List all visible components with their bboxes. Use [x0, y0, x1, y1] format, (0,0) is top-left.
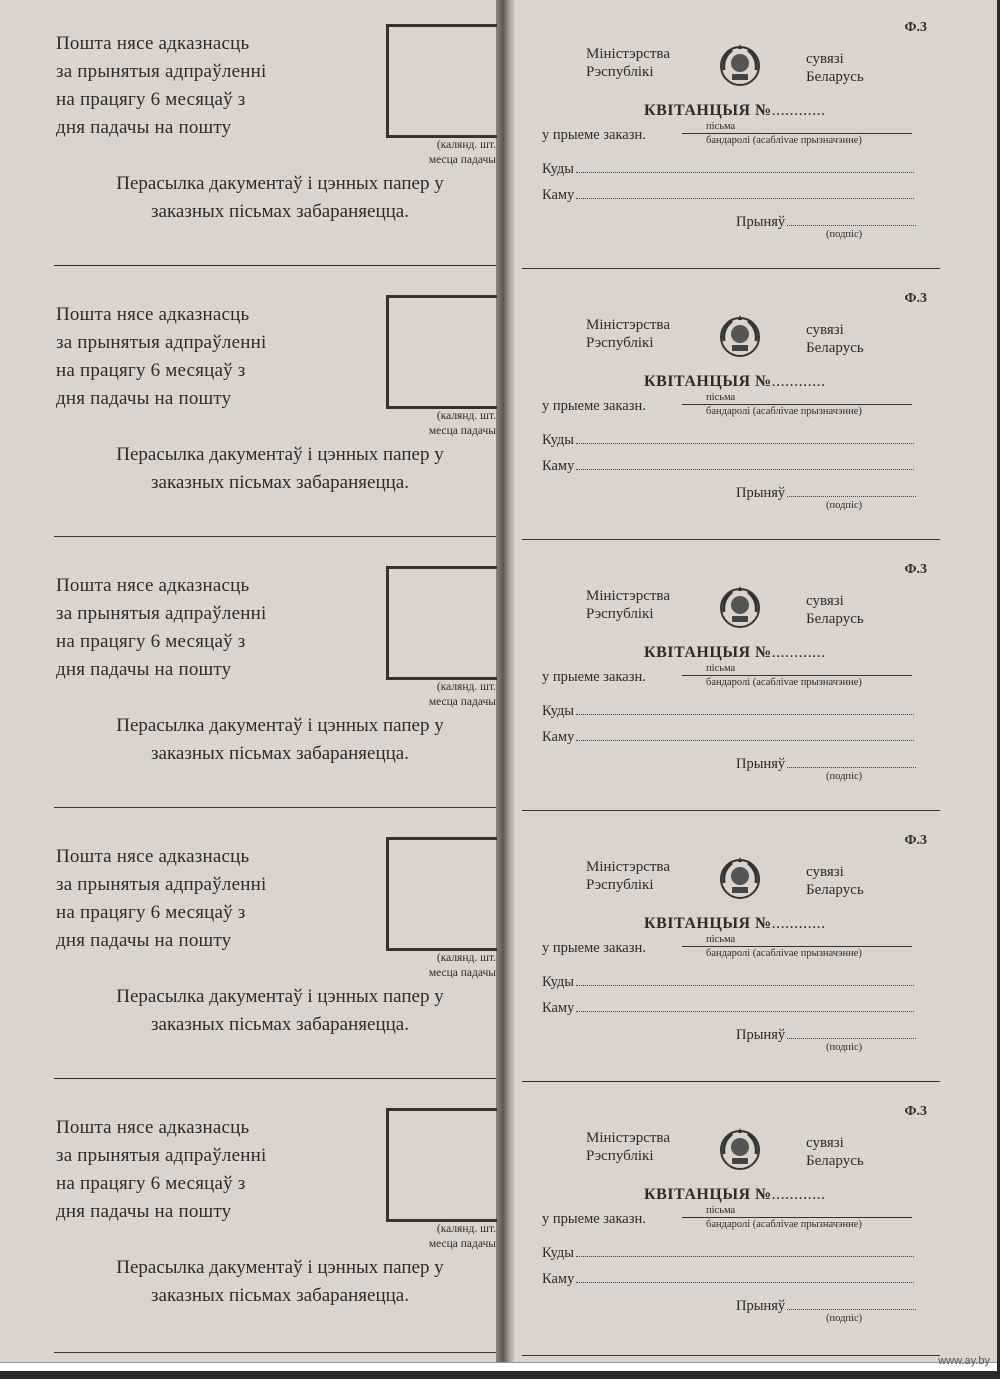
fraction-bottom: бандаролі (асабліvае прызначэнне): [706, 677, 862, 688]
ministry-line: сувязі: [806, 593, 844, 609]
accepted-label: у прыеме заказн.: [542, 398, 646, 414]
ministry-line: Рэспублікі: [586, 64, 654, 80]
ministry-line: Рэспублікі: [586, 877, 654, 893]
form-number: Ф.3: [904, 291, 927, 306]
form-number: Ф.3: [904, 562, 927, 577]
received-label: Прыняў: [736, 1027, 786, 1043]
warning-line: Перасылка дакументаў і цэнных папер у: [116, 715, 444, 736]
receipt-title-text: КВІТАНЦЫЯ №: [644, 373, 772, 390]
received-blank: [787, 1297, 916, 1310]
form-number: Ф.3: [904, 20, 927, 35]
accepted-label: у прыеме заказн.: [542, 1211, 646, 1227]
receipt-title-text: КВІТАНЦЫЯ №: [644, 1186, 772, 1203]
postmark-box: [386, 566, 497, 680]
receipt-form: [514, 542, 997, 813]
counterfoil-stub: [0, 542, 496, 813]
counterfoil-stub: [0, 1084, 496, 1355]
received-label: Прыняў: [736, 1298, 786, 1314]
row-divider: [54, 1078, 496, 1079]
signature-label: (подпіс): [826, 1042, 863, 1053]
ministry-line: Рэспублікі: [586, 335, 654, 351]
whom-label: Каму: [542, 1271, 575, 1287]
postmark-label-line: месца падачы: [428, 967, 496, 979]
item-type-fraction: [682, 391, 912, 418]
postmark-label: [402, 1222, 496, 1252]
ministry-left: [586, 587, 670, 623]
row-divider: [54, 807, 496, 808]
whom-blank: [576, 999, 914, 1012]
ministry-left: [586, 1129, 670, 1165]
ministry-line: Міністэрства: [586, 317, 670, 333]
postmark-label-line: (калянд. шт.: [436, 410, 496, 422]
responsibility-line: за прынятыя адпраўленні: [56, 874, 267, 895]
postmark-box: [386, 24, 497, 138]
postmark-label: [402, 138, 496, 168]
warning-text: [60, 170, 500, 226]
ministry-line: сувязі: [806, 51, 844, 67]
fraction-top: пісьма: [682, 1204, 912, 1218]
received-blank: [787, 755, 916, 768]
row-divider: [54, 536, 496, 537]
responsibility-text: [56, 30, 266, 142]
warning-line: заказных пісьмах забараняецца.: [151, 201, 409, 222]
item-type-fraction: [682, 120, 912, 147]
responsibility-line: Пошта нясе адказнасць: [56, 1117, 250, 1138]
postmark-label-line: (калянд. шт.: [436, 681, 496, 693]
receipt-title-text: КВІТАНЦЫЯ №: [644, 102, 772, 119]
receipt-title: [644, 373, 826, 391]
postmark-box: [386, 837, 497, 951]
postmark-label-line: (калянд. шт.: [436, 1223, 496, 1235]
receipt-divider: [522, 268, 940, 269]
where-label: Куды: [542, 1245, 575, 1261]
whom-field: [542, 186, 914, 204]
postmark-box: [386, 295, 497, 409]
warning-text: [60, 1254, 500, 1310]
warning-text: [60, 712, 500, 768]
receipt-number-blank: ............: [771, 102, 826, 119]
ministry-line: Беларусь: [806, 882, 864, 898]
responsibility-line: за прынятыя адпраўленні: [56, 332, 267, 353]
receipt-number-blank: ............: [771, 915, 826, 932]
receipt-title: [644, 102, 826, 120]
watermark: www.ay.by: [938, 1355, 990, 1367]
postmark-box: [386, 1108, 497, 1222]
ministry-line: Міністэрства: [586, 1130, 670, 1146]
counterfoil-stub: [0, 271, 496, 542]
ministry-right: [806, 863, 864, 899]
where-label: Куды: [542, 161, 575, 177]
postmark-label-line: месца падачы: [428, 1238, 496, 1250]
belarus-emblem-icon: [716, 853, 764, 901]
counterfoil-stub: [0, 0, 496, 271]
warning-line: заказных пісьмах забараняецца.: [151, 472, 409, 493]
whom-label: Каму: [542, 458, 575, 474]
fraction-bottom: бандаролі (асабліvае прызначэнне): [706, 948, 862, 959]
where-field: [542, 702, 914, 720]
postmark-label: [402, 409, 496, 439]
whom-label: Каму: [542, 187, 575, 203]
where-blank: [576, 1244, 914, 1257]
ministry-right: [806, 50, 864, 86]
where-field: [542, 431, 914, 449]
whom-blank: [576, 186, 914, 199]
form-number: Ф.3: [904, 833, 927, 848]
ministry-right: [806, 321, 864, 357]
row-divider: [54, 1352, 496, 1353]
where-field: [542, 160, 914, 178]
ministry-line: Беларусь: [806, 340, 864, 356]
page-bottom-edge: [0, 1362, 997, 1371]
ministry-line: сувязі: [806, 322, 844, 338]
receipt-form: [514, 813, 997, 1084]
where-label: Куды: [542, 974, 575, 990]
warning-line: заказных пісьмах забараняецца.: [151, 743, 409, 764]
responsibility-line: дня падачы на пошту: [56, 388, 232, 409]
responsibility-line: на працягу 6 месяцаў з: [56, 360, 246, 381]
belarus-emblem-icon: [716, 1124, 764, 1172]
whom-field: [542, 1270, 914, 1288]
whom-blank: [576, 728, 914, 741]
ministry-left: [586, 858, 670, 894]
receipt-number-blank: ............: [771, 373, 826, 390]
whom-field: [542, 728, 914, 746]
ministry-line: сувязі: [806, 1135, 844, 1151]
accepted-label: у прыеме заказн.: [542, 940, 646, 956]
responsibility-line: на працягу 6 месяцаў з: [56, 1173, 246, 1194]
signature-label: (подпіс): [826, 229, 863, 240]
postmark-label-line: месца падачы: [428, 696, 496, 708]
fraction-top: пісьма: [682, 391, 912, 405]
responsibility-line: дня падачы на пошту: [56, 930, 232, 951]
warning-line: Перасылка дакументаў і цэнных папер у: [116, 1257, 444, 1278]
belarus-emblem-icon: [716, 311, 764, 359]
warning-text: [60, 983, 500, 1039]
receipt-divider: [522, 810, 940, 811]
responsibility-line: на працягу 6 месяцаў з: [56, 89, 246, 110]
where-field: [542, 973, 914, 991]
ministry-left: [586, 45, 670, 81]
responsibility-line: дня падачы на пошту: [56, 659, 232, 680]
ministry-line: Беларусь: [806, 1153, 864, 1169]
fraction-bottom: бандаролі (асабліvае прызначэнне): [706, 135, 862, 146]
where-blank: [576, 973, 914, 986]
item-type-fraction: [682, 933, 912, 960]
whom-field: [542, 457, 914, 475]
ministry-line: Міністэрства: [586, 859, 670, 875]
receipt-title-text: КВІТАНЦЫЯ №: [644, 644, 772, 661]
ministry-line: Рэспублікі: [586, 1148, 654, 1164]
fraction-top: пісьма: [682, 662, 912, 676]
postmark-label-line: (калянд. шт.: [436, 139, 496, 151]
received-blank: [787, 213, 916, 226]
received-blank: [787, 484, 916, 497]
receipt-title: [644, 915, 826, 933]
signature-label: (подпіс): [826, 771, 863, 782]
receipt-title: [644, 644, 826, 662]
fraction-top: пісьма: [682, 933, 912, 947]
belarus-emblem-icon: [716, 582, 764, 630]
responsibility-text: [56, 301, 266, 413]
postmark-label-line: (калянд. шт.: [436, 952, 496, 964]
responsibility-line: Пошта нясе адказнасць: [56, 575, 250, 596]
received-label: Прыняў: [736, 485, 786, 501]
postmark-label: [402, 951, 496, 981]
form-number: Ф.3: [904, 1104, 927, 1119]
receipt-title-text: КВІТАНЦЫЯ №: [644, 915, 772, 932]
received-blank: [787, 1026, 916, 1039]
receipt-divider: [522, 1081, 940, 1082]
where-blank: [576, 702, 914, 715]
whom-label: Каму: [542, 729, 575, 745]
receipt-title: [644, 1186, 826, 1204]
responsibility-line: за прынятыя адпраўленні: [56, 603, 267, 624]
fraction-top: пісьма: [682, 120, 912, 134]
accepted-label: у прыеме заказн.: [542, 669, 646, 685]
responsibility-line: за прынятыя адпраўленні: [56, 1145, 267, 1166]
accepted-label: у прыеме заказн.: [542, 127, 646, 143]
ministry-line: Беларусь: [806, 69, 864, 85]
receipt-divider: [522, 1355, 940, 1356]
responsibility-line: дня падачы на пошту: [56, 1201, 232, 1222]
warning-line: Перасылка дакументаў і цэнных папер у: [116, 173, 444, 194]
where-label: Куды: [542, 703, 575, 719]
where-label: Куды: [542, 432, 575, 448]
responsibility-text: [56, 572, 266, 684]
warning-line: Перасылка дакументаў і цэнных папер у: [116, 986, 444, 1007]
whom-blank: [576, 457, 914, 470]
where-blank: [576, 431, 914, 444]
receipt-number-blank: ............: [771, 644, 826, 661]
receipt-form: [514, 0, 997, 271]
ministry-line: Міністэрства: [586, 46, 670, 62]
ministry-line: Міністэрства: [586, 588, 670, 604]
responsibility-line: за прынятыя адпраўленні: [56, 61, 267, 82]
responsibility-line: дня падачы на пошту: [56, 117, 232, 138]
ministry-line: Рэспублікі: [586, 606, 654, 622]
responsibility-line: Пошта нясе адказнасць: [56, 846, 250, 867]
responsibility-text: [56, 1114, 266, 1226]
where-blank: [576, 160, 914, 173]
postmark-label-line: месца падачы: [428, 425, 496, 437]
postmark-label: [402, 680, 496, 710]
whom-field: [542, 999, 914, 1017]
signature-label: (подпіс): [826, 1313, 863, 1324]
belarus-emblem-icon: [716, 40, 764, 88]
whom-blank: [576, 1270, 914, 1283]
received-label: Прыняў: [736, 214, 786, 230]
item-type-fraction: [682, 1204, 912, 1231]
responsibility-text: [56, 843, 266, 955]
warning-line: Перасылка дакументаў і цэнных папер у: [116, 444, 444, 465]
signature-label: (подпіс): [826, 500, 863, 511]
where-field: [542, 1244, 914, 1262]
responsibility-line: на працягу 6 месяцаў з: [56, 631, 246, 652]
fraction-bottom: бандаролі (асабліvае прызначэнне): [706, 1219, 862, 1230]
item-type-fraction: [682, 662, 912, 689]
responsibility-line: на працягу 6 месяцаў з: [56, 902, 246, 923]
ministry-right: [806, 1134, 864, 1170]
receipt-form: [514, 271, 997, 542]
ministry-line: сувязі: [806, 864, 844, 880]
ministry-right: [806, 592, 864, 628]
receipt-form: [514, 1084, 997, 1355]
ministry-line: Беларусь: [806, 611, 864, 627]
warning-line: заказных пісьмах забараняецца.: [151, 1014, 409, 1035]
responsibility-line: Пошта нясе адказнасць: [56, 304, 250, 325]
receipt-number-blank: ............: [771, 1186, 826, 1203]
responsibility-line: Пошта нясе адказнасць: [56, 33, 250, 54]
warning-text: [60, 441, 500, 497]
row-divider: [54, 265, 496, 266]
postmark-label-line: месца падачы: [428, 154, 496, 166]
receipt-divider: [522, 539, 940, 540]
whom-label: Каму: [542, 1000, 575, 1016]
received-label: Прыняў: [736, 756, 786, 772]
ministry-left: [586, 316, 670, 352]
counterfoil-stub: [0, 813, 496, 1084]
fraction-bottom: бандаролі (асабліvае прызначэнне): [706, 406, 862, 417]
warning-line: заказных пісьмах забараняецца.: [151, 1285, 409, 1306]
